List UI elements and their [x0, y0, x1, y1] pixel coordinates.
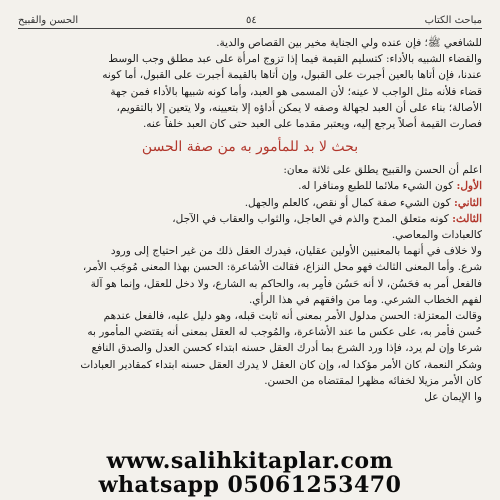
body-line: عندنا، فإن أتاها بالعين أجبرت على القبول، وإن أتاها بالقيمة أجبرت على القبول، أما كونه: [102, 69, 482, 82]
meaning-item-1: [18, 178, 482, 194]
meaning-item-3: [18, 211, 482, 227]
body-line: كالعبادات والمعاصي.: [391, 229, 482, 242]
header-chapter-title: مباحث الكتاب: [424, 15, 482, 26]
body-line: وقالت المعتزلة: الحسن مدلول الأمر بمعنى أنه ثابت قبله، وهو دليل عليه، فالفعل عندهم: [103, 310, 482, 323]
body-line: فالفعل أمر به فحَسُن، لا أنه حَسُن فأُمِر به، والحاكم به الشارع، ولا دخل للعقل، وإنما هو آلة: [90, 277, 482, 290]
body-line: شرع. وأما المعنى الثالث فهو محل النزاع، فقالت الأشاعرة: الحسن بهذا المعنى مُوجَب الأمر،: [82, 261, 482, 274]
page-number: ٥٤: [246, 15, 257, 26]
body-line: وا الإيمان عل: [424, 391, 482, 404]
item-text: كونه متعلق المدح والذم في العاجل، والثواب والعقاب في الآجل،: [172, 212, 453, 225]
body-line: الأصالة؛ بناء على أن العبد لجهالة وصفه لا يمكن أداؤه إلا بتعيينه، ولا يتعين إلا بالتقويم،: [116, 101, 482, 114]
item-text: كون الشيء ملائما للطبع ومنافرا له.: [298, 180, 457, 193]
watermark-whatsapp: whatsapp 05061253470: [98, 472, 402, 498]
header-section-title: الحسن والقبيح: [18, 15, 79, 26]
body-line: والقضاء الشبيه بالأداء: كتسليم القيمة فيما إذا تزوج امرأة على عبد مطلق وجب الوسط: [108, 53, 482, 66]
meaning-item-2: [18, 195, 482, 211]
section-heading: بحث لا بد للمأمور به من صفة الحسن: [141, 139, 359, 156]
body-line: فصارت القيمة أصلاً يرجع إليه، ويعتبر مقدما على العبد حتى كان العبد خلفاً عنه.: [142, 118, 482, 131]
body-line: وشكر النعمة، كان الأمر مؤكدا له، وإن كان العقل لا يدرك العقل حسنه ابتداء كمقادير العبادات: [80, 358, 482, 371]
item-label: الأول:: [456, 180, 482, 193]
header-divider: [18, 28, 482, 29]
body-line: كان الأمر مزيلا لخفائه مظهرا لمقتضاه من الحسن.: [264, 374, 482, 387]
body-line: ولا خلاف في أنهما بالمعنيين الأولين عقليان، فيدرك العقل ذلك من غير احتياج إلى ورود: [110, 245, 482, 258]
item-label: الثاني:: [453, 196, 482, 209]
body-line: للشافعي ﷺ؛ فإن عنده ولي الجناية مخير بين القصاص والدية.: [216, 37, 482, 49]
body-line: حُسن فأُمر به، على عكس ما عند الأشاعرة، والمُوجب له العقل بمعنى أنه يقتضي المأمور به: [87, 326, 482, 339]
watermark-website: www.salihkitaplar.com: [106, 448, 394, 474]
body-line: شرعا وإن لم يرد، فإذا ورد الشرع بما أدرك العقل حسنه ابتداء كحسن العدل والصدق النافع: [91, 342, 482, 355]
item-label: الثالث:: [452, 212, 482, 225]
body-line: قضاء فلأنه مثل الواجب لا عينه؛ لأن المسمى هو العبد، وأما كونه شبيها بالأداء فمن جهة: [110, 85, 482, 98]
intro-line: اعلم أن الحسن والقبيح يطلق على ثلاثة معان:: [283, 164, 482, 177]
body-line: لفهم الخطاب الشرعي. وما من وافقهم في هذا الرأي.: [248, 293, 482, 306]
page-body: [18, 35, 482, 405]
item-text: كون الشيء صفة كمال أو نقص، كالعلم والجهل.: [244, 196, 454, 209]
page-header: [18, 8, 482, 26]
